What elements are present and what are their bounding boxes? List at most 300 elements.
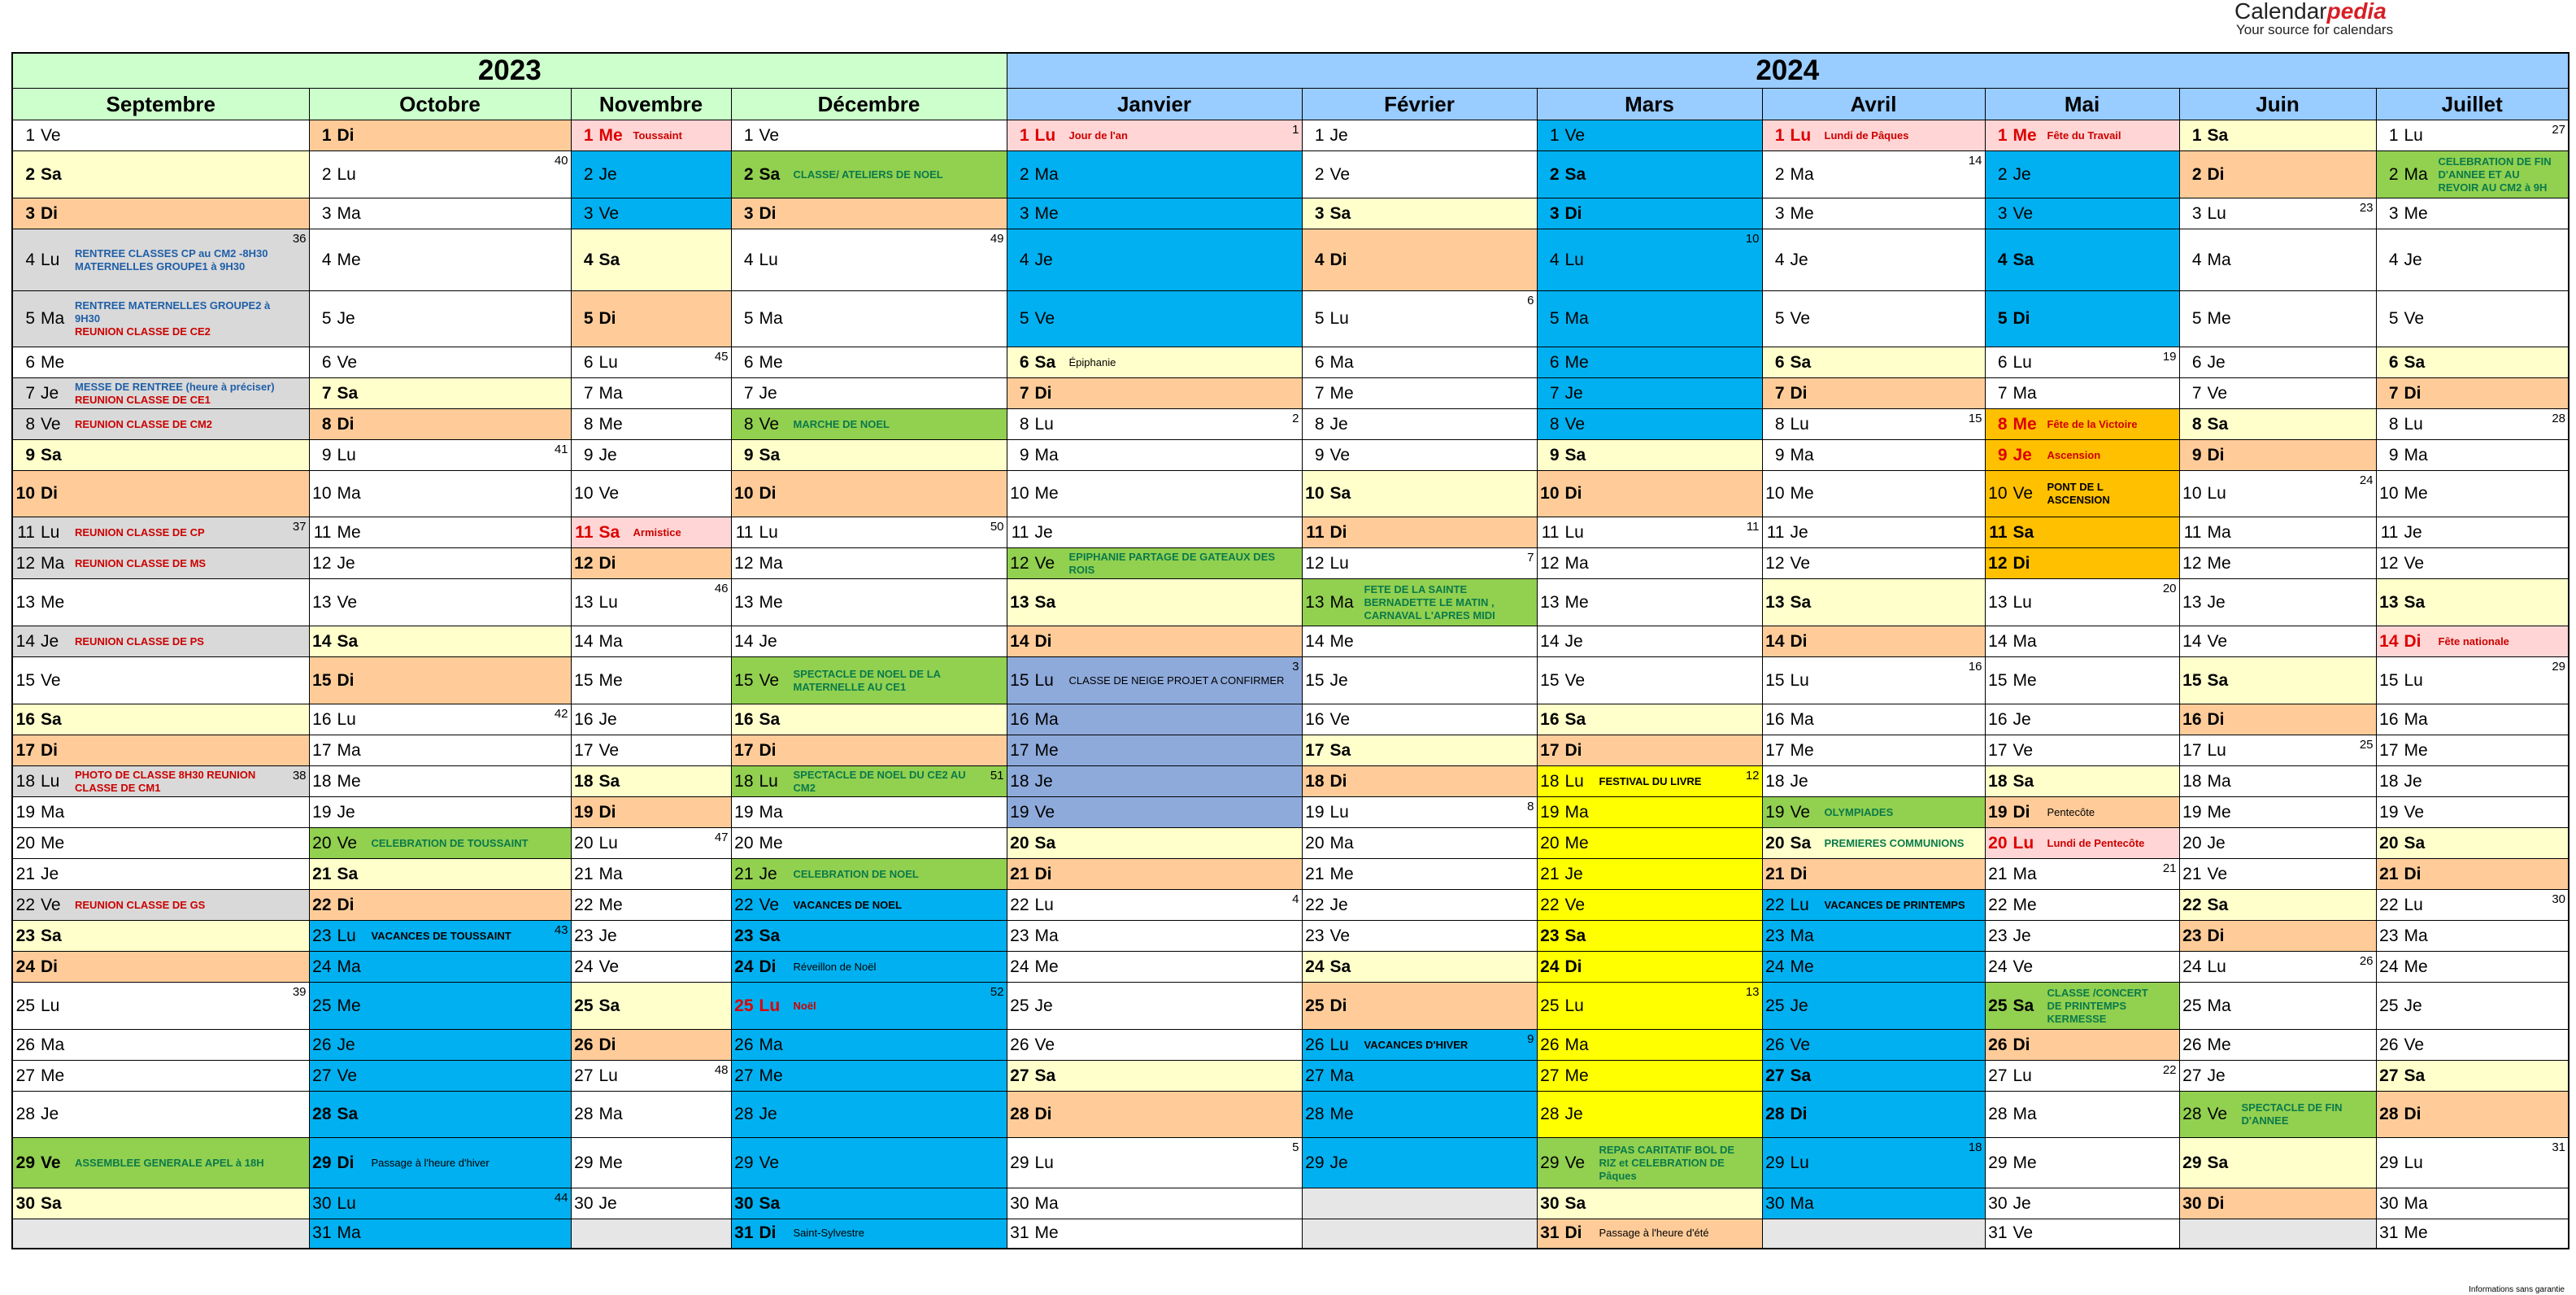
day-cell[interactable] <box>1985 378 2179 409</box>
day-cell[interactable] <box>12 229 309 291</box>
day-cell[interactable] <box>1762 983 1985 1030</box>
day-cell[interactable] <box>2376 120 2569 151</box>
day-cell[interactable] <box>12 409 309 440</box>
day-cell[interactable] <box>1985 120 2179 151</box>
day-cell[interactable] <box>1985 347 2179 378</box>
day-cell[interactable] <box>2179 548 2376 579</box>
day-cell[interactable] <box>1762 471 1985 517</box>
day-cell[interactable] <box>12 120 309 151</box>
day-cell[interactable] <box>571 859 731 890</box>
day-cell[interactable] <box>731 440 1007 471</box>
day-cell[interactable] <box>12 517 309 548</box>
day-cell[interactable] <box>1762 952 1985 983</box>
day-cell[interactable] <box>1302 579 1537 626</box>
day-cell[interactable] <box>1302 657 1537 704</box>
day-cell[interactable] <box>571 378 731 409</box>
day-cell[interactable] <box>1302 548 1537 579</box>
day-cell[interactable] <box>1302 890 1537 921</box>
day-cell[interactable] <box>1762 626 1985 657</box>
day-cell[interactable] <box>2376 704 2569 735</box>
day-cell[interactable] <box>1007 828 1302 859</box>
day-cell[interactable] <box>1537 921 1762 952</box>
day-cell[interactable] <box>309 890 571 921</box>
day-cell[interactable] <box>309 151 571 198</box>
day-cell[interactable] <box>571 952 731 983</box>
day-cell[interactable] <box>1302 409 1537 440</box>
day-cell[interactable] <box>1762 291 1985 347</box>
day-cell[interactable] <box>309 440 571 471</box>
day-cell[interactable] <box>1762 440 1985 471</box>
day-cell[interactable] <box>1762 1138 1985 1188</box>
day-cell[interactable] <box>2376 1061 2569 1092</box>
day-cell[interactable] <box>1302 1061 1537 1092</box>
day-cell[interactable] <box>1537 983 1762 1030</box>
day-cell[interactable] <box>1762 797 1985 828</box>
day-cell[interactable] <box>1985 548 2179 579</box>
day-cell[interactable] <box>1762 1061 1985 1092</box>
day-cell[interactable] <box>571 735 731 766</box>
day-cell[interactable] <box>571 229 731 291</box>
day-cell[interactable] <box>571 198 731 229</box>
day-cell[interactable] <box>12 1092 309 1138</box>
day-cell[interactable] <box>1537 1092 1762 1138</box>
day-cell[interactable] <box>2376 151 2569 198</box>
day-cell[interactable] <box>1007 952 1302 983</box>
day-cell[interactable] <box>309 517 571 548</box>
day-cell[interactable] <box>571 347 731 378</box>
day-cell[interactable] <box>731 1138 1007 1188</box>
day-cell[interactable] <box>1985 1138 2179 1188</box>
day-cell[interactable] <box>1537 440 1762 471</box>
day-cell[interactable] <box>12 198 309 229</box>
day-cell[interactable] <box>1302 859 1537 890</box>
day-cell[interactable] <box>571 766 731 797</box>
day-cell[interactable] <box>1007 735 1302 766</box>
day-cell[interactable] <box>1985 579 2179 626</box>
day-cell[interactable] <box>309 548 571 579</box>
day-cell[interactable] <box>2376 440 2569 471</box>
day-cell[interactable] <box>2376 409 2569 440</box>
day-cell[interactable] <box>12 735 309 766</box>
day-cell[interactable] <box>1762 378 1985 409</box>
day-cell[interactable] <box>2179 378 2376 409</box>
day-cell[interactable] <box>1762 1188 1985 1219</box>
day-cell[interactable] <box>1762 657 1985 704</box>
day-cell[interactable] <box>12 548 309 579</box>
day-cell[interactable] <box>1537 409 1762 440</box>
day-cell[interactable] <box>731 347 1007 378</box>
day-cell[interactable] <box>1537 151 1762 198</box>
day-cell[interactable] <box>309 735 571 766</box>
day-cell[interactable] <box>12 859 309 890</box>
day-cell[interactable] <box>12 626 309 657</box>
day-cell[interactable] <box>1537 735 1762 766</box>
day-cell[interactable] <box>2376 921 2569 952</box>
day-cell[interactable] <box>1537 952 1762 983</box>
day-cell[interactable] <box>1762 890 1985 921</box>
day-cell[interactable] <box>1762 859 1985 890</box>
day-cell[interactable] <box>1302 347 1537 378</box>
day-cell[interactable] <box>1007 1219 1302 1249</box>
day-cell[interactable] <box>1537 890 1762 921</box>
day-cell[interactable] <box>1302 921 1537 952</box>
day-cell[interactable] <box>571 120 731 151</box>
day-cell[interactable] <box>1007 409 1302 440</box>
day-cell[interactable] <box>2179 921 2376 952</box>
day-cell[interactable] <box>309 828 571 859</box>
day-cell[interactable] <box>1985 1030 2179 1061</box>
day-cell[interactable] <box>1007 890 1302 921</box>
day-cell[interactable] <box>309 766 571 797</box>
day-cell[interactable] <box>1537 517 1762 548</box>
day-cell[interactable] <box>2179 828 2376 859</box>
day-cell[interactable] <box>2179 1138 2376 1188</box>
day-cell[interactable] <box>12 151 309 198</box>
day-cell[interactable] <box>1007 704 1302 735</box>
day-cell[interactable] <box>1007 1092 1302 1138</box>
day-cell[interactable] <box>12 657 309 704</box>
day-cell[interactable] <box>731 548 1007 579</box>
brand-logo[interactable] <box>2234 0 2430 37</box>
day-cell[interactable] <box>309 1138 571 1188</box>
day-cell[interactable] <box>2376 859 2569 890</box>
day-cell[interactable] <box>731 797 1007 828</box>
day-cell[interactable] <box>571 1030 731 1061</box>
day-cell[interactable] <box>731 517 1007 548</box>
day-cell[interactable] <box>1302 440 1537 471</box>
day-cell[interactable] <box>2179 440 2376 471</box>
day-cell[interactable] <box>1762 229 1985 291</box>
day-cell[interactable] <box>1537 1219 1762 1249</box>
day-cell[interactable] <box>1007 1061 1302 1092</box>
day-cell[interactable] <box>1762 548 1985 579</box>
day-cell[interactable] <box>1537 626 1762 657</box>
day-cell[interactable] <box>1302 151 1537 198</box>
day-cell[interactable] <box>571 1138 731 1188</box>
day-cell[interactable] <box>1302 517 1537 548</box>
day-cell[interactable] <box>12 1061 309 1092</box>
day-cell[interactable] <box>1007 347 1302 378</box>
day-cell[interactable] <box>1537 1188 1762 1219</box>
day-cell[interactable] <box>2376 735 2569 766</box>
day-cell[interactable] <box>731 409 1007 440</box>
day-cell[interactable] <box>2179 120 2376 151</box>
day-cell[interactable] <box>1762 766 1985 797</box>
day-cell[interactable] <box>1007 517 1302 548</box>
day-cell[interactable] <box>1302 1092 1537 1138</box>
day-cell[interactable] <box>1302 198 1537 229</box>
day-cell[interactable] <box>1762 347 1985 378</box>
day-cell[interactable] <box>731 657 1007 704</box>
day-cell[interactable] <box>2376 198 2569 229</box>
day-cell[interactable] <box>2179 626 2376 657</box>
day-cell[interactable] <box>1007 229 1302 291</box>
day-cell[interactable] <box>731 766 1007 797</box>
day-cell[interactable] <box>731 151 1007 198</box>
day-cell[interactable] <box>1762 828 1985 859</box>
day-cell[interactable] <box>1762 735 1985 766</box>
day-cell[interactable] <box>1302 120 1537 151</box>
day-cell[interactable] <box>2179 579 2376 626</box>
day-cell[interactable] <box>571 151 731 198</box>
day-cell[interactable] <box>1302 952 1537 983</box>
day-cell[interactable] <box>2179 766 2376 797</box>
day-cell[interactable] <box>309 471 571 517</box>
day-cell[interactable] <box>571 409 731 440</box>
day-cell[interactable] <box>1762 921 1985 952</box>
day-cell[interactable] <box>1007 983 1302 1030</box>
day-cell[interactable] <box>1537 579 1762 626</box>
day-cell[interactable] <box>2376 952 2569 983</box>
day-cell[interactable] <box>2376 626 2569 657</box>
day-cell[interactable] <box>309 409 571 440</box>
day-cell[interactable] <box>12 890 309 921</box>
day-cell[interactable] <box>1985 198 2179 229</box>
day-cell[interactable] <box>2376 657 2569 704</box>
day-cell[interactable] <box>571 579 731 626</box>
day-cell[interactable] <box>731 579 1007 626</box>
day-cell[interactable] <box>2179 229 2376 291</box>
day-cell[interactable] <box>731 229 1007 291</box>
day-cell[interactable] <box>309 797 571 828</box>
day-cell[interactable] <box>571 440 731 471</box>
day-cell[interactable] <box>2376 471 2569 517</box>
day-cell[interactable] <box>1762 409 1985 440</box>
day-cell[interactable] <box>2376 766 2569 797</box>
day-cell[interactable] <box>1007 797 1302 828</box>
day-cell[interactable] <box>1762 198 1985 229</box>
day-cell[interactable] <box>1302 626 1537 657</box>
day-cell[interactable] <box>2179 735 2376 766</box>
day-cell[interactable] <box>2179 1061 2376 1092</box>
day-cell[interactable] <box>2179 657 2376 704</box>
day-cell[interactable] <box>2376 378 2569 409</box>
day-cell[interactable] <box>1985 704 2179 735</box>
day-cell[interactable] <box>12 797 309 828</box>
day-cell[interactable] <box>2376 291 2569 347</box>
day-cell[interactable] <box>1007 626 1302 657</box>
day-cell[interactable] <box>1537 704 1762 735</box>
day-cell[interactable] <box>309 1092 571 1138</box>
day-cell[interactable] <box>731 952 1007 983</box>
day-cell[interactable] <box>1985 735 2179 766</box>
day-cell[interactable] <box>2179 471 2376 517</box>
day-cell[interactable] <box>571 517 731 548</box>
day-cell[interactable] <box>12 378 309 409</box>
day-cell[interactable] <box>1537 1030 1762 1061</box>
day-cell[interactable] <box>1985 471 2179 517</box>
day-cell[interactable] <box>731 1092 1007 1138</box>
day-cell[interactable] <box>1537 657 1762 704</box>
day-cell[interactable] <box>12 704 309 735</box>
day-cell[interactable] <box>12 952 309 983</box>
day-cell[interactable] <box>1985 766 2179 797</box>
day-cell[interactable] <box>1985 626 2179 657</box>
day-cell[interactable] <box>1537 471 1762 517</box>
day-cell[interactable] <box>1302 229 1537 291</box>
day-cell[interactable] <box>1985 890 2179 921</box>
day-cell[interactable] <box>1985 440 2179 471</box>
day-cell[interactable] <box>1537 859 1762 890</box>
day-cell[interactable] <box>2179 952 2376 983</box>
day-cell[interactable] <box>731 1219 1007 1249</box>
day-cell[interactable] <box>1537 828 1762 859</box>
day-cell[interactable] <box>1985 1219 2179 1249</box>
day-cell[interactable] <box>571 1188 731 1219</box>
day-cell[interactable] <box>571 626 731 657</box>
day-cell[interactable] <box>2179 347 2376 378</box>
day-cell[interactable] <box>1985 409 2179 440</box>
day-cell[interactable] <box>1985 1188 2179 1219</box>
day-cell[interactable] <box>2179 1188 2376 1219</box>
day-cell[interactable] <box>1985 151 2179 198</box>
day-cell[interactable] <box>2179 409 2376 440</box>
day-cell[interactable] <box>12 440 309 471</box>
day-cell[interactable] <box>1537 797 1762 828</box>
day-cell[interactable] <box>1007 1138 1302 1188</box>
day-cell[interactable] <box>1985 952 2179 983</box>
day-cell[interactable] <box>731 626 1007 657</box>
day-cell[interactable] <box>12 1138 309 1188</box>
day-cell[interactable] <box>309 229 571 291</box>
day-cell[interactable] <box>1985 517 2179 548</box>
day-cell[interactable] <box>1302 378 1537 409</box>
day-cell[interactable] <box>731 1188 1007 1219</box>
day-cell[interactable] <box>1762 704 1985 735</box>
day-cell[interactable] <box>731 198 1007 229</box>
day-cell[interactable] <box>309 1188 571 1219</box>
day-cell[interactable] <box>1537 229 1762 291</box>
day-cell[interactable] <box>1985 1092 2179 1138</box>
day-cell[interactable] <box>571 921 731 952</box>
day-cell[interactable] <box>1302 704 1537 735</box>
day-cell[interactable] <box>2376 517 2569 548</box>
day-cell[interactable] <box>571 983 731 1030</box>
day-cell[interactable] <box>1537 378 1762 409</box>
day-cell[interactable] <box>571 548 731 579</box>
day-cell[interactable] <box>1985 1061 2179 1092</box>
day-cell[interactable] <box>2376 347 2569 378</box>
day-cell[interactable] <box>1762 579 1985 626</box>
day-cell[interactable] <box>731 471 1007 517</box>
day-cell[interactable] <box>731 1061 1007 1092</box>
day-cell[interactable] <box>1537 347 1762 378</box>
day-cell[interactable] <box>731 921 1007 952</box>
day-cell[interactable] <box>309 291 571 347</box>
day-cell[interactable] <box>1762 1030 1985 1061</box>
day-cell[interactable] <box>1007 291 1302 347</box>
day-cell[interactable] <box>571 1061 731 1092</box>
day-cell[interactable] <box>1762 1092 1985 1138</box>
day-cell[interactable] <box>571 890 731 921</box>
day-cell[interactable] <box>1007 579 1302 626</box>
day-cell[interactable] <box>309 347 571 378</box>
day-cell[interactable] <box>1537 548 1762 579</box>
day-cell[interactable] <box>1007 859 1302 890</box>
day-cell[interactable] <box>309 1030 571 1061</box>
day-cell[interactable] <box>1007 766 1302 797</box>
day-cell[interactable] <box>12 471 309 517</box>
day-cell[interactable] <box>1985 828 2179 859</box>
day-cell[interactable] <box>309 579 571 626</box>
day-cell[interactable] <box>12 579 309 626</box>
day-cell[interactable] <box>1537 1061 1762 1092</box>
day-cell[interactable] <box>571 797 731 828</box>
day-cell[interactable] <box>731 735 1007 766</box>
day-cell[interactable] <box>571 704 731 735</box>
day-cell[interactable] <box>571 828 731 859</box>
day-cell[interactable] <box>309 378 571 409</box>
day-cell[interactable] <box>1985 291 2179 347</box>
day-cell[interactable] <box>1302 1138 1537 1188</box>
day-cell[interactable] <box>1985 797 2179 828</box>
day-cell[interactable] <box>309 983 571 1030</box>
day-cell[interactable] <box>2376 579 2569 626</box>
day-cell[interactable] <box>1007 548 1302 579</box>
day-cell[interactable] <box>571 471 731 517</box>
day-cell[interactable] <box>1762 151 1985 198</box>
day-cell[interactable] <box>309 859 571 890</box>
day-cell[interactable] <box>1537 198 1762 229</box>
day-cell[interactable] <box>571 657 731 704</box>
day-cell[interactable] <box>571 1092 731 1138</box>
day-cell[interactable] <box>1302 797 1537 828</box>
day-cell[interactable] <box>1302 471 1537 517</box>
day-cell[interactable] <box>2179 890 2376 921</box>
day-cell[interactable] <box>1302 1030 1537 1061</box>
day-cell[interactable] <box>12 766 309 797</box>
day-cell[interactable] <box>731 1030 1007 1061</box>
day-cell[interactable] <box>571 291 731 347</box>
day-cell[interactable] <box>2179 517 2376 548</box>
day-cell[interactable] <box>2376 548 2569 579</box>
day-cell[interactable] <box>1302 766 1537 797</box>
day-cell[interactable] <box>309 198 571 229</box>
day-cell[interactable] <box>2179 291 2376 347</box>
day-cell[interactable] <box>731 859 1007 890</box>
day-cell[interactable] <box>1007 471 1302 517</box>
day-cell[interactable] <box>12 1030 309 1061</box>
day-cell[interactable] <box>1537 766 1762 797</box>
day-cell[interactable] <box>1302 983 1537 1030</box>
day-cell[interactable] <box>1007 440 1302 471</box>
day-cell[interactable] <box>1985 983 2179 1030</box>
day-cell[interactable] <box>309 952 571 983</box>
day-cell[interactable] <box>1762 517 1985 548</box>
day-cell[interactable] <box>309 1219 571 1249</box>
day-cell[interactable] <box>2376 890 2569 921</box>
day-cell[interactable] <box>1007 1030 1302 1061</box>
day-cell[interactable] <box>12 1188 309 1219</box>
day-cell[interactable] <box>2376 1092 2569 1138</box>
day-cell[interactable] <box>1007 120 1302 151</box>
day-cell[interactable] <box>1007 657 1302 704</box>
day-cell[interactable] <box>309 626 571 657</box>
day-cell[interactable] <box>731 704 1007 735</box>
day-cell[interactable] <box>2376 797 2569 828</box>
day-cell[interactable] <box>1007 198 1302 229</box>
day-cell[interactable] <box>309 120 571 151</box>
day-cell[interactable] <box>1007 151 1302 198</box>
day-cell[interactable] <box>1302 828 1537 859</box>
day-cell[interactable] <box>731 291 1007 347</box>
day-cell[interactable] <box>1302 291 1537 347</box>
day-cell[interactable] <box>2179 704 2376 735</box>
day-cell[interactable] <box>1985 229 2179 291</box>
day-cell[interactable] <box>12 347 309 378</box>
day-cell[interactable] <box>731 983 1007 1030</box>
day-cell[interactable] <box>2376 1138 2569 1188</box>
